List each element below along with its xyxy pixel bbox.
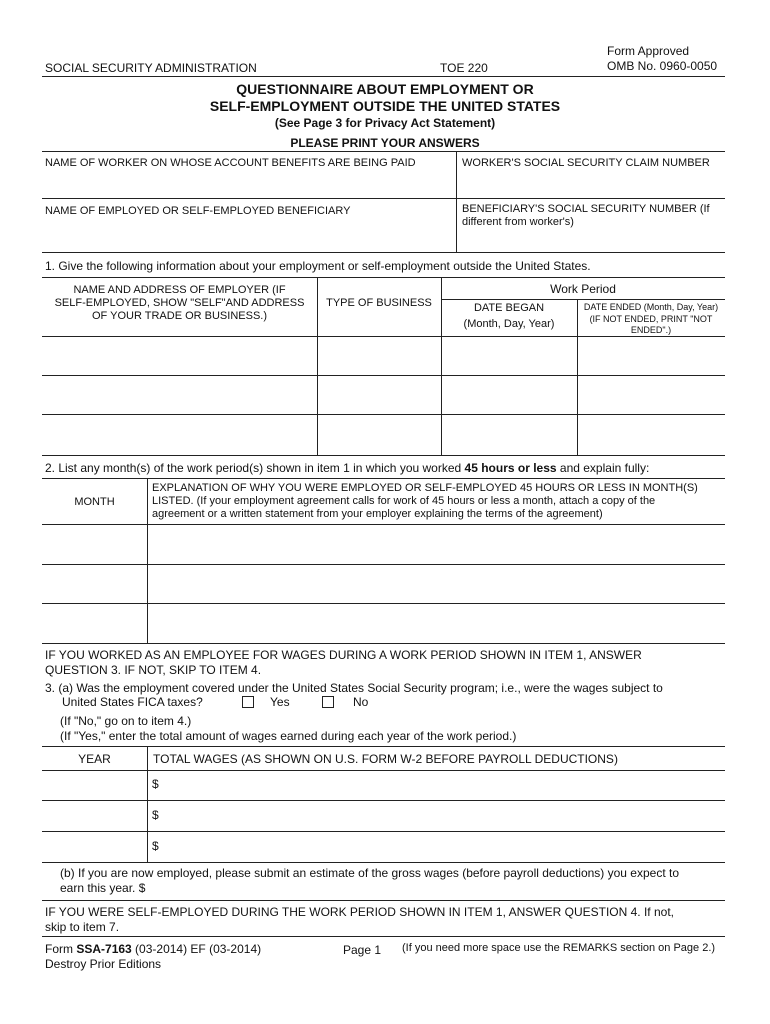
form-approved: Form Approved [607, 44, 690, 58]
item1-employer-field[interactable] [43, 337, 316, 374]
worker-ssn-label: WORKER'S SOCIAL SECURITY CLAIM NUMBER [462, 157, 710, 169]
destroy-note: Destroy Prior Editions [45, 957, 162, 971]
date-began-label-1: DATE BEGAN [473, 302, 545, 314]
if-no-note: (If "No," go on to item 4.) [60, 714, 192, 728]
item3b-question-1: (b) If you are now employed, please submit an estimate of the gross wages (before payroll deductions) you expect to [60, 866, 679, 880]
fica-yes-checkbox[interactable] [242, 696, 254, 708]
beneficiary-ssn-label-2: different from worker's) [462, 216, 574, 228]
print-note: PLEASE PRINT YOUR ANSWERS [290, 136, 480, 150]
item1-date-began-field[interactable] [442, 415, 576, 454]
item1-business-field[interactable] [318, 337, 440, 374]
dollar-sign: $ [152, 777, 159, 791]
form-title-line2: SELF-EMPLOYMENT OUTSIDE THE UNITED STATES [209, 98, 561, 114]
worker-name-label: NAME OF WORKER ON WHOSE ACCOUNT BENEFITS ARE BEING PAID [45, 157, 416, 169]
item1-business-field[interactable] [318, 415, 440, 454]
item2-explanation-field[interactable] [148, 525, 724, 563]
col-employer-name-2: SELF-EMPLOYED, SHOW "SELF"AND ADDRESS [54, 297, 305, 309]
col-type-of-business: TYPE OF BUSINESS [326, 297, 432, 309]
estimated-wages-field[interactable] [160, 879, 720, 895]
item3a-question-1: 3. (a) Was the employment covered under the United States Social Security program; i.e., were the wages subject to [45, 681, 663, 695]
col-employer-name-3: OF YOUR TRADE OR BUSINESS.) [91, 310, 267, 322]
item1-date-ended-field[interactable] [578, 415, 724, 454]
date-ended-label-1: DATE ENDED (Month, Day, Year) [583, 302, 719, 312]
agency-name: SOCIAL SECURITY ADMINISTRATION [45, 61, 257, 75]
item1-prompt: 1. Give the following information about your employment or self-employment outside the United States. [45, 259, 591, 273]
item1-date-began-field[interactable] [442, 337, 576, 374]
beneficiary-ssn-label-1: BENEFICIARY'S SOCIAL SECURITY NUMBER (If [462, 203, 710, 215]
dollar-sign: $ [152, 808, 159, 822]
item1-date-ended-field[interactable] [578, 376, 724, 413]
date-began-label-2: (Month, Day, Year) [463, 318, 555, 330]
col-total-wages: TOTAL WAGES (AS SHOWN ON U.S. FORM W-2 BEFORE PAYROLL DEDUCTIONS) [153, 752, 618, 766]
col-month: MONTH [74, 496, 115, 508]
beneficiary-name-field[interactable] [45, 222, 450, 248]
dollar-sign: $ [152, 839, 159, 853]
wage-year-field[interactable] [43, 801, 146, 830]
item1-date-ended-field[interactable] [578, 337, 724, 374]
fica-no-label: No [353, 695, 369, 709]
item3-intro-2: QUESTION 3. IF NOT, SKIP TO ITEM 4. [45, 663, 262, 677]
col-year: YEAR [78, 752, 111, 766]
item4-intro-2: skip to item 7. [45, 920, 120, 934]
col-explanation-3: agreement or a written statement from your employer explaining the terms of the agreement) [152, 508, 603, 520]
item2-explanation-field[interactable] [148, 565, 724, 602]
worker-ssn-field[interactable] [462, 173, 720, 195]
wage-amount-field[interactable] [162, 832, 724, 861]
form-code: TOE 220 [440, 61, 488, 75]
item3b-question-2: earn this year. $ [60, 881, 146, 895]
date-ended-label-3: ENDED".) [630, 325, 672, 335]
wage-amount-field[interactable] [162, 801, 724, 830]
wage-amount-field[interactable] [162, 771, 724, 799]
wage-year-field[interactable] [43, 832, 146, 861]
item2-prompt: 2. List any month(s) of the work period(s) shown in item 1 in which you worked 45 hours or less and explain fully: [45, 461, 650, 475]
item1-business-field[interactable] [318, 376, 440, 413]
col-explanation-2: LISTED. (If your employment agreement calls for work of 45 hours or less a month, attach a copy of the [152, 495, 656, 507]
omb-number: OMB No. 0960-0050 [607, 59, 718, 73]
remarks-note: (If you need more space use the REMARKS section on Page 2.) [402, 942, 716, 954]
beneficiary-name-label: NAME OF EMPLOYED OR SELF-EMPLOYED BENEFICIARY [45, 205, 351, 217]
item2-month-field[interactable] [43, 604, 146, 642]
date-ended-label-2: (IF NOT ENDED, PRINT "NOT [589, 314, 713, 324]
page-number: Page 1 [343, 943, 382, 957]
wage-year-field[interactable] [43, 771, 146, 799]
header-rule [42, 76, 725, 77]
col-explanation-1: EXPLANATION OF WHY YOU WERE EMPLOYED OR SELF-EMPLOYED 45 HOURS OR LESS IN MONTH(S) [152, 482, 698, 494]
privacy-note: (See Page 3 for Privacy Act Statement) [274, 116, 496, 130]
item1-employer-field[interactable] [43, 415, 316, 454]
beneficiary-ssn-field[interactable] [462, 231, 720, 250]
item3-intro-1: IF YOU WORKED AS AN EMPLOYEE FOR WAGES DURING A WORK PERIOD SHOWN IN ITEM 1, ANSWER [45, 648, 642, 662]
form-title-line1: QUESTIONNAIRE ABOUT EMPLOYMENT OR [236, 81, 534, 97]
work-period-label: Work Period [550, 282, 616, 296]
item1-employer-field[interactable] [43, 376, 316, 413]
worker-name-field[interactable] [45, 173, 450, 195]
item1-date-began-field[interactable] [442, 376, 576, 413]
item3a-question-2: United States FICA taxes? [62, 695, 203, 709]
item4-intro-1: IF YOU WERE SELF-EMPLOYED DURING THE WORK PERIOD SHOWN IN ITEM 1, ANSWER QUESTION 4. If not, [45, 905, 674, 919]
if-yes-note: (If "Yes," enter the total amount of wages earned during each year of the work period.) [60, 729, 517, 743]
item2-explanation-field[interactable] [148, 604, 724, 642]
fica-yes-label: Yes [270, 695, 290, 709]
item2-month-field[interactable] [43, 565, 146, 602]
form-number: Form SSA-7163 (03-2014) EF (03-2014) [45, 942, 262, 956]
col-employer-name-1: NAME AND ADDRESS OF EMPLOYER (IF [73, 284, 286, 296]
fica-no-checkbox[interactable] [322, 696, 334, 708]
item2-month-field[interactable] [43, 525, 146, 563]
